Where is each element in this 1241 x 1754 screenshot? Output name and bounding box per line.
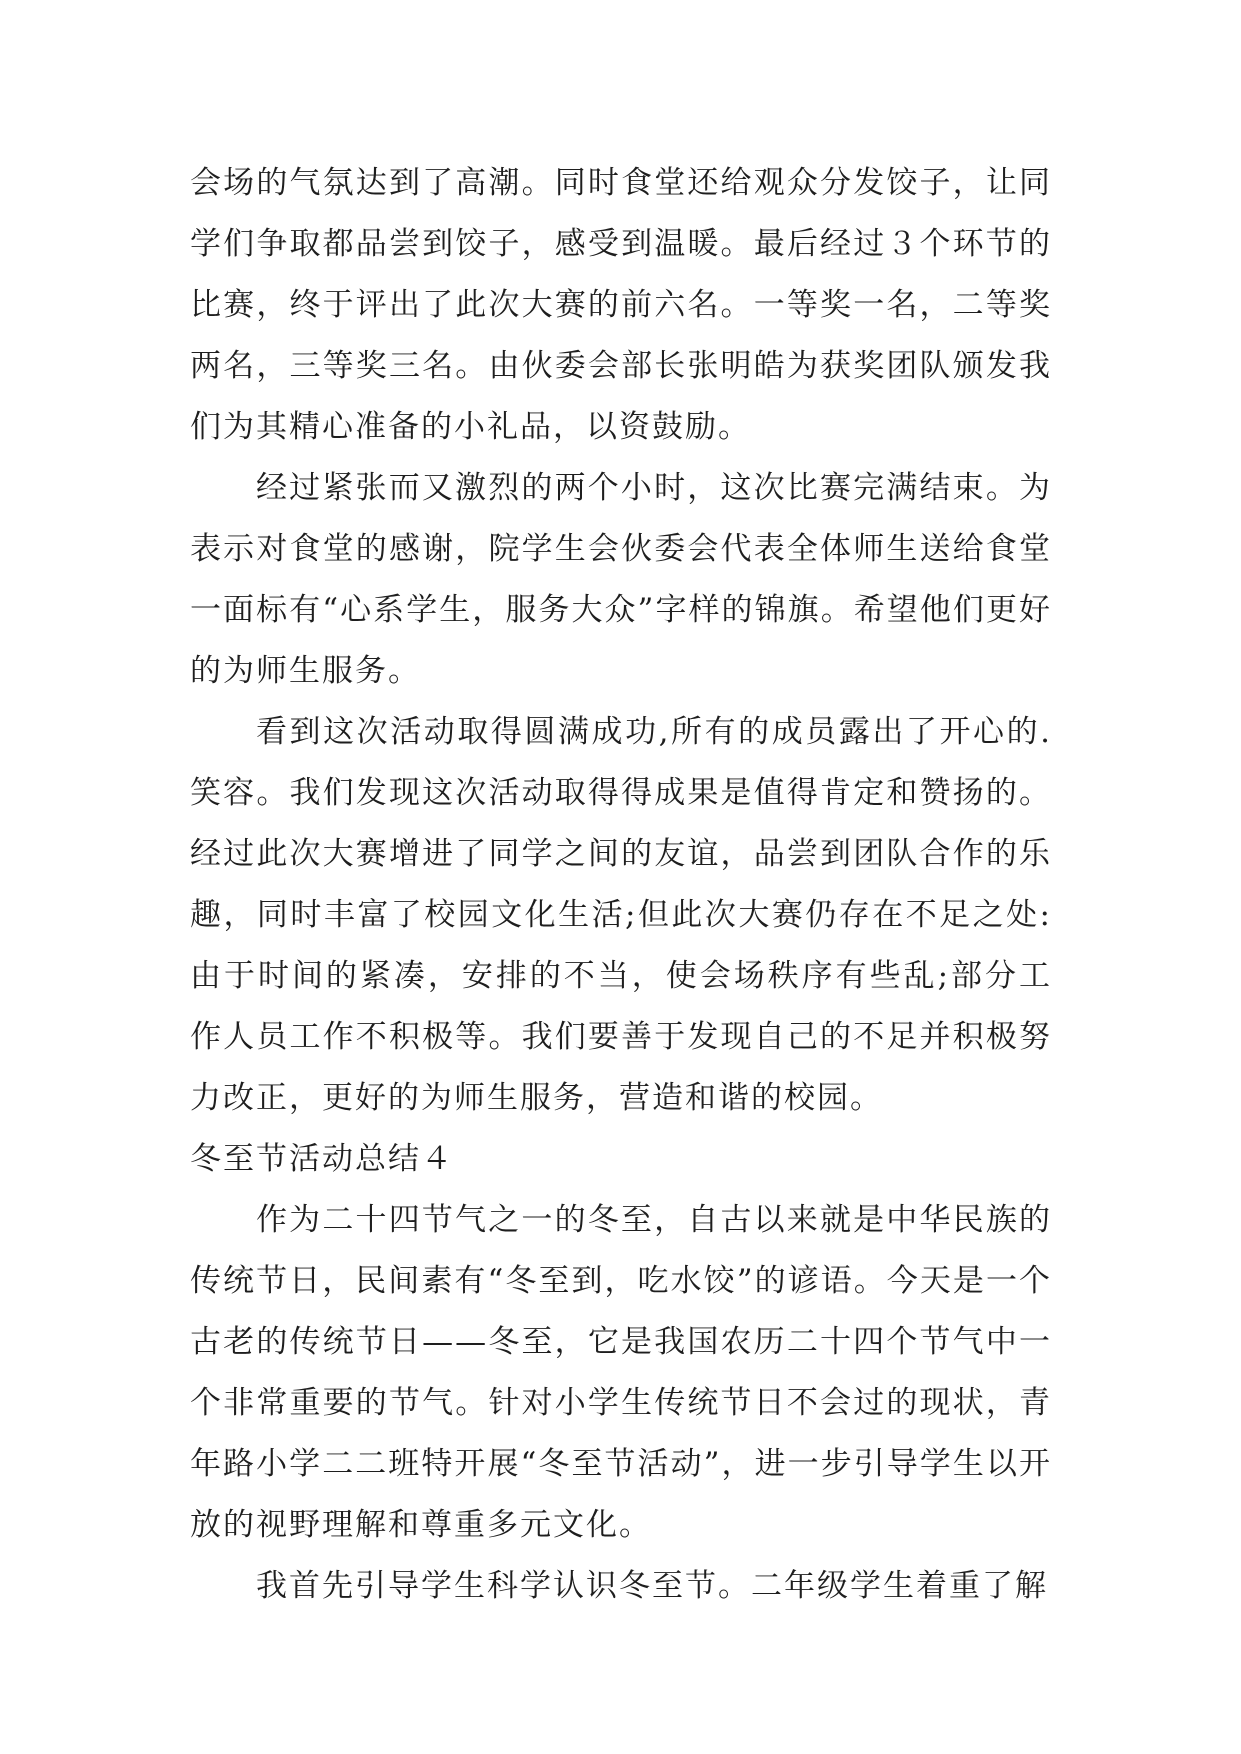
document-body [190, 153, 1052, 1617]
paragraph-contest-end: 经过紧张而又激烈的两个小时，这次比赛完满结束。为表示对食堂的感谢，院学生会伙委会代表全体师生送给食堂一面标有“心系学生，服务大众”字样的锦旗。希望他们更好的为师生服务。 [190, 470, 1052, 689]
paragraph-reflection: 看到这次活动取得圆满成功,所有的成员露出了开心的.笑容。我们发现这次活动取得得成果是值得肯定和赞扬的。经过此次大赛增进了同学之间的友谊，品尝到团队合作的乐趣，同时丰富了校园文化生活;但此次大赛仍存在不足之处:由于时间的紧凑，安排的不当，使会场秩序有些乱;部分工作人员工作不积极等。我们要善于发现自己的不足并积极努力改正，更好的为师生服务，营造和谐的校园。 [190, 714, 1052, 1116]
paragraph-winter-solstice-intro: 作为二十四节气之一的冬至，自古以来就是中华民族的传统节日，民间素有“冬至到，吃水饺”的谚语。今天是一个古老的传统节日——冬至，它是我国农历二十四个节气中一个非常重要的节气。针对小学生传统节日不会过的现状，青年路小学二二班特开展“冬至节活动”，进一步引导学生以开放的视野理解和尊重多元文化。 [190, 1202, 1052, 1543]
paragraph-guidance: 我首先引导学生科学认识冬至节。二年级学生着重了解 [256, 1568, 1048, 1604]
section-title: 冬至节活动总结４ [190, 1141, 454, 1177]
paragraph-continuation: 会场的气氛达到了高潮。同时食堂还给观众分发饺子，让同学们争取都品尝到饺子，感受到温暖。最后经过３个环节的比赛，终于评出了此次大赛的前六名。一等奖一名，二等奖两名，三等奖三名。由伙委会部长张明皓为获奖团队颁发我们为其精心准备的小礼品，以资鼓励。 [190, 165, 1052, 445]
